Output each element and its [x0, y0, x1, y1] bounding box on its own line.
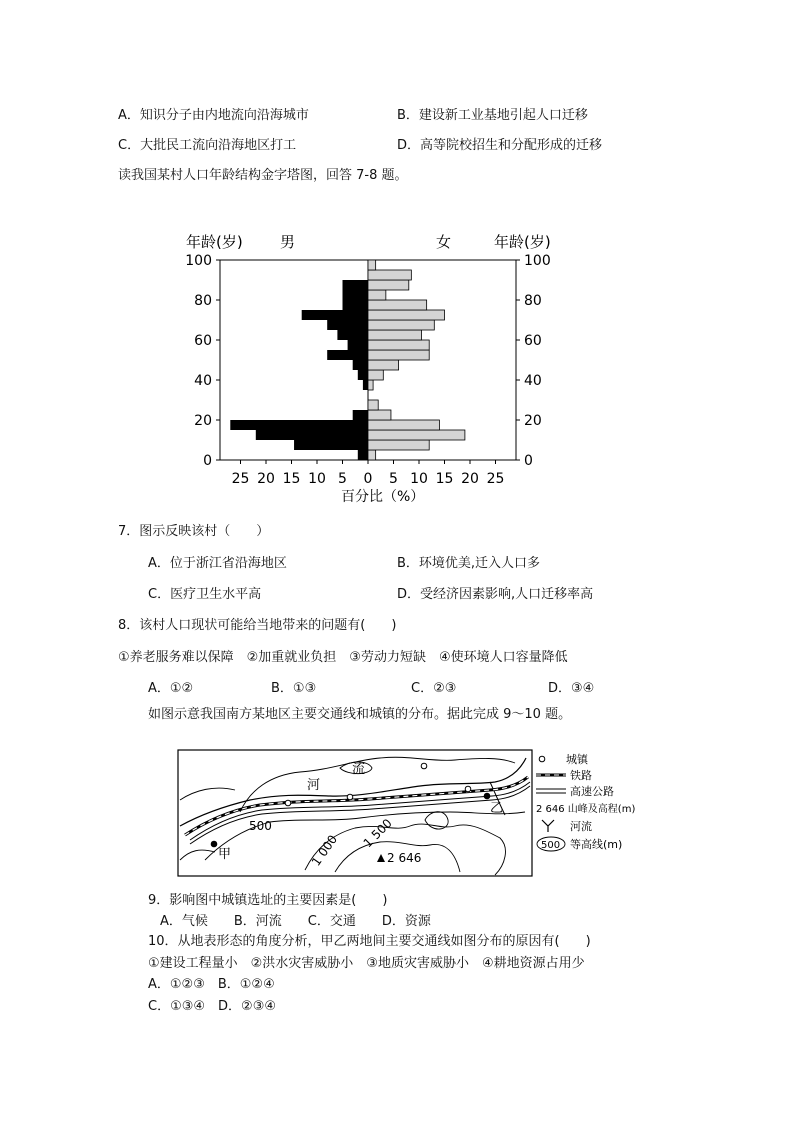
- q7-option-b: B．环境优美,迁入人口多: [397, 556, 541, 571]
- age-tick-label-left: 80: [194, 293, 212, 309]
- male-bar-75-79: [343, 300, 369, 310]
- q8-option-d: D．③④: [548, 681, 595, 696]
- q10-options-row-1: A．①②③ B．①②④: [148, 977, 275, 992]
- female-bar-85-89: [368, 280, 409, 290]
- age-tick-label-right: 60: [524, 333, 542, 349]
- legend-contour-value: 500: [541, 840, 561, 851]
- female-bar-25-29: [368, 400, 378, 410]
- male-bar-35-39: [363, 380, 368, 390]
- male-bar-55-59: [348, 340, 368, 350]
- pct-tick-label-right: 15: [435, 471, 454, 487]
- female-bar-40-44: [368, 370, 383, 380]
- legend-contour: 等高线(m): [570, 838, 623, 851]
- male-bar-65-69: [327, 320, 368, 330]
- prev-option-a: A．知识分子由内地流向沿海城市: [118, 108, 309, 123]
- q8-option-a: A．①②: [148, 681, 194, 696]
- pct-tick-label-left: 5: [338, 471, 347, 487]
- prev-option-b: B．建设新工业基地引起人口迁移: [397, 108, 588, 123]
- contour-1000: [305, 824, 505, 875]
- q8-option-c: C．②③: [411, 681, 457, 696]
- pct-tick-label-left: 20: [257, 471, 275, 487]
- pyramid-x-axis-label: 百分比（%）: [341, 489, 425, 505]
- map-river-char-1: 河: [307, 778, 321, 793]
- q7-option-c: C．医疗卫生水平高: [148, 587, 262, 602]
- legend-expressway: 高速公路: [570, 785, 614, 798]
- female-bar-15-19: [368, 420, 439, 430]
- map-peak-label: 2 646: [387, 851, 422, 865]
- male-bar-45-49: [353, 360, 368, 370]
- q10-items: ①建设工程量小 ②洪水灾害威胁小 ③地质灾害威胁小 ④耕地资源占用少: [148, 956, 585, 971]
- population-pyramid-chart: [180, 224, 570, 514]
- intro-9-10: 如图示意我国南方某地区主要交通线和城镇的分布。据此完成 9～10 题。: [148, 707, 572, 722]
- legend-town: 城镇: [566, 753, 588, 766]
- transport-topographic-map: [172, 746, 648, 880]
- female-bar-55-59: [368, 340, 429, 350]
- q7-stem: 7．图示反映该村（ ）: [118, 524, 270, 539]
- intro-7-8: 读我国某村人口年龄结构金字塔图，回答 7-8 题。: [118, 168, 408, 183]
- female-bar-45-49: [368, 360, 399, 370]
- age-tick-label-right: 0: [524, 453, 533, 469]
- town-jia-marker: [211, 841, 217, 847]
- male-bar-40-44: [358, 370, 368, 380]
- age-tick-label-left: 20: [194, 413, 212, 429]
- peak-triangle: [377, 854, 385, 862]
- map-place-jia: 甲: [218, 847, 232, 862]
- age-tick-label-left: 60: [194, 333, 212, 349]
- male-bar-50-54: [327, 350, 368, 360]
- female-bar-10-14: [368, 430, 465, 440]
- male-bar-0-4: [358, 450, 368, 460]
- age-tick-label-right: 20: [524, 413, 542, 429]
- female-bar-70-74: [368, 310, 445, 320]
- q7-option-a: A．位于浙江省沿海地区: [148, 556, 287, 571]
- q8-option-b: B．①③: [271, 681, 317, 696]
- town-yi-marker: [484, 793, 490, 799]
- pct-tick-label-right: 5: [389, 471, 398, 487]
- pyramid-female-label: 女: [436, 233, 452, 251]
- map-place-yi: 乙: [490, 801, 504, 816]
- pct-tick-label-left: 10: [308, 471, 326, 487]
- female-bar-5-9: [368, 440, 429, 450]
- age-tick-label-left: 40: [194, 373, 212, 389]
- pct-tick-label-left: 25: [231, 471, 250, 487]
- male-bar-20-24: [353, 410, 368, 420]
- town-marker: [285, 800, 291, 806]
- male-bar-60-64: [337, 330, 368, 340]
- male-bar-85-89: [343, 280, 369, 290]
- q7-option-d: D．受经济因素影响,人口迁移率高: [397, 587, 594, 602]
- female-bar-90-94: [368, 270, 411, 280]
- male-bar-80-84: [343, 290, 369, 300]
- age-tick-label-right: 80: [524, 293, 542, 309]
- female-bar-80-84: [368, 290, 386, 300]
- q10-options-row-2: C．①③④ D．②③④: [148, 999, 277, 1014]
- q10-stem: 10．从地表形态的角度分析，甲乙两地间主要交通线如图分布的原因有( ): [148, 934, 591, 949]
- q8-items: ①养老服务难以保障 ②加重就业负担 ③劳动力短缺 ④使环境人口容量降低: [118, 650, 568, 665]
- female-bar-95-99: [368, 260, 376, 270]
- pct-tick-label-left: 0: [363, 471, 373, 487]
- town-marker: [421, 763, 427, 769]
- age-tick-label-left: 0: [203, 453, 212, 469]
- male-bar-5-9: [294, 440, 368, 450]
- legend-river: 河流: [570, 820, 592, 833]
- legend-peak: 2 646 山峰及高程(m): [536, 804, 636, 815]
- legend-town-icon: [539, 756, 545, 762]
- town-marker: [347, 794, 353, 800]
- pct-tick-label-right: 20: [461, 471, 479, 487]
- pct-tick-label-right: 10: [410, 471, 428, 487]
- prev-option-c: C．大批民工流向沿海地区打工: [118, 138, 297, 153]
- pyramid-male-label: 男: [280, 233, 296, 251]
- pct-tick-label-left: 15: [282, 471, 301, 487]
- contour-west-1: [180, 788, 235, 800]
- pyramid-right-axis-label: 年龄(岁): [494, 233, 551, 251]
- female-bar-75-79: [368, 300, 427, 310]
- female-bar-0-4: [368, 450, 376, 460]
- male-bar-15-19: [230, 420, 368, 430]
- town-marker: [465, 786, 471, 792]
- female-bar-60-64: [368, 330, 422, 340]
- map-contour-1500-label: 1 500: [360, 816, 395, 851]
- map-river-char-2: 流: [352, 762, 366, 777]
- age-tick-label-left: 100: [185, 253, 212, 269]
- male-bar-10-14: [256, 430, 368, 440]
- female-bar-50-54: [368, 350, 429, 360]
- age-tick-label-right: 100: [524, 253, 551, 269]
- legend-river-icon: [542, 820, 554, 832]
- pct-tick-label-right: 25: [486, 471, 505, 487]
- q9-stem: 9．影响图中城镇选址的主要因素是( ): [148, 893, 388, 908]
- age-tick-label-right: 40: [524, 373, 542, 389]
- female-bar-35-39: [368, 380, 373, 390]
- q8-stem: 8．该村人口现状可能给当地带来的问题有( ): [118, 618, 397, 633]
- map-contour-1000-label: 1 000: [308, 832, 341, 869]
- male-bar-70-74: [302, 310, 368, 320]
- female-bar-20-24: [368, 410, 391, 420]
- pyramid-left-axis-label: 年龄(岁): [186, 233, 243, 251]
- q9-options: A．气候 B．河流 C．交通 D．资源: [160, 914, 431, 929]
- prev-option-d: D．高等院校招生和分配形成的迁移: [397, 138, 603, 153]
- map-contour-500-label: 500: [249, 819, 272, 833]
- legend-railway: 铁路: [570, 769, 592, 782]
- female-bar-65-69: [368, 320, 434, 330]
